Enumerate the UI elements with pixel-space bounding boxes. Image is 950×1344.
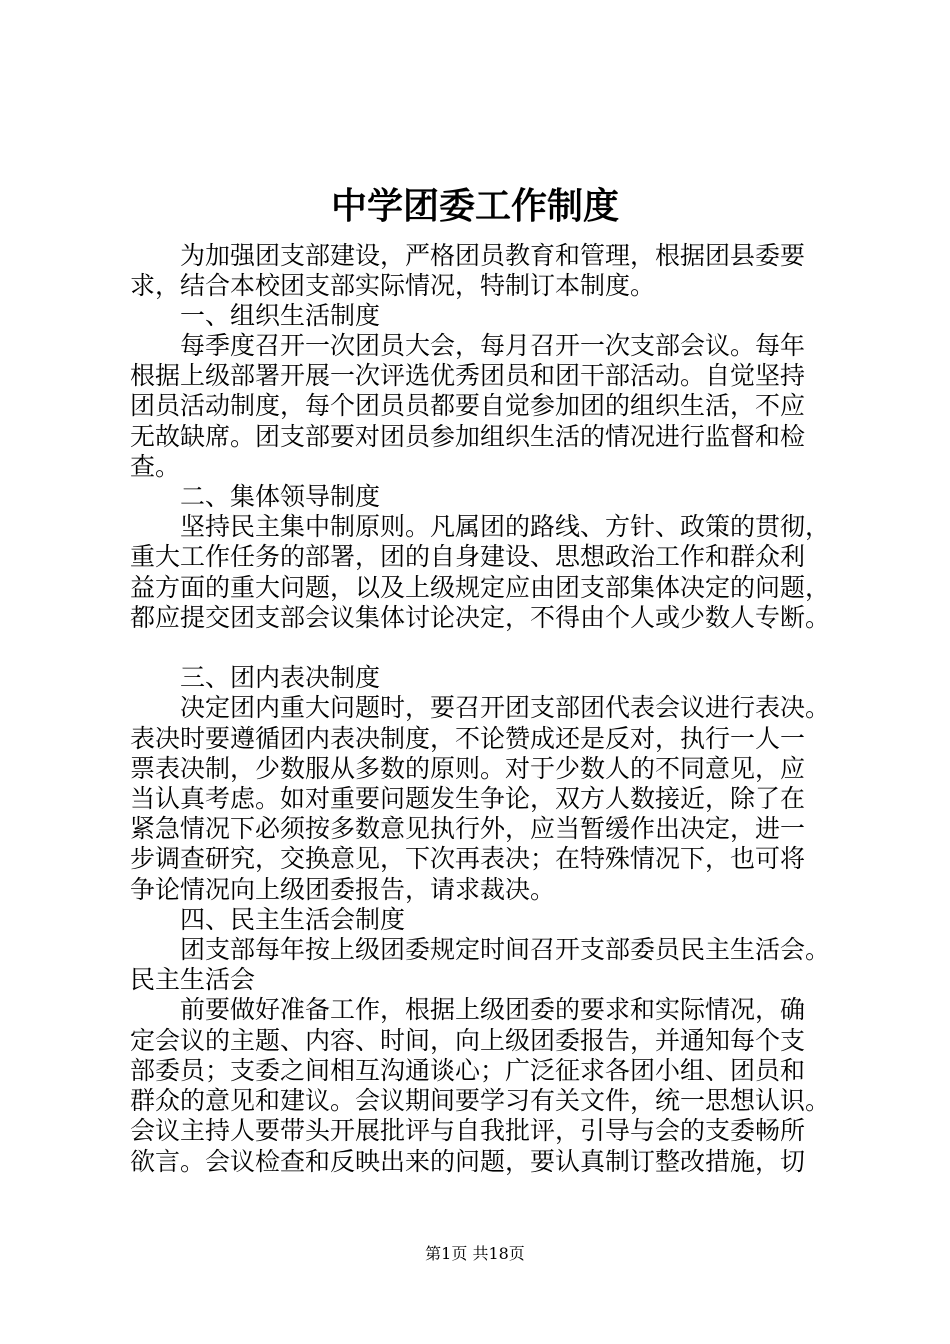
paragraph-line: 前要做好准备工作，根据上级团委的要求和实际情况，确 [180, 995, 806, 1024]
paragraph-line: 都应提交团支部会议集体讨论决定，不得由个人或少数人专断。 [130, 603, 831, 632]
section-heading: 一、组织生活制度 [180, 301, 381, 330]
paragraph-line: 团员活动制度，每个团员员都要自觉参加团的组织生活，不应 [130, 391, 806, 420]
paragraph-line: 部委员；支委之间相互沟通谈心；广泛征求各团小组、团员和 [130, 1056, 806, 1085]
paragraph-line: 查。 [130, 452, 181, 481]
paragraph-line: 益方面的重大问题，以及上级规定应由团支部集体决定的问题， [130, 573, 831, 602]
paragraph-line: 票表决制，少数服从多数的原则。对于少数人的不同意见，应 [130, 754, 806, 783]
paragraph-line: 决定团内重大问题时，要召开团支部团代表会议进行表决。 [180, 693, 831, 722]
paragraph-line: 重大工作任务的部署，团的自身建设、思想政治工作和群众利 [130, 542, 806, 571]
paragraph-line: 紧急情况下必须按多数意见执行外，应当暂缓作出决定，进一 [130, 814, 806, 843]
section-heading: 三、团内表决制度 [180, 663, 381, 692]
paragraph-line: 定会议的主题、内容、时间，向上级团委报告，并通知每个支 [130, 1026, 806, 1055]
paragraph-line: 团支部每年按上级团委规定时间召开支部委员民主生活会。 [180, 935, 831, 964]
document-title: 中学团委工作制度 [330, 185, 619, 227]
paragraph-line: 步调查研究，交换意见，下次再表决；在特殊情况下，也可将 [130, 844, 806, 873]
paragraph-line: 会议主持人要带头开展批评与自我批评，引导与会的支委畅所 [130, 1116, 806, 1145]
page-number: 第1页 共18页 [425, 1244, 525, 1263]
paragraph-line: 根据上级部署开展一次评选优秀团员和团干部活动。自觉坚持 [130, 361, 806, 390]
paragraph-line: 欲言。会议检查和反映出来的问题，要认真制订整改措施，切 [130, 1147, 806, 1176]
paragraph-line: 为加强团支部建设，严格团员教育和管理，根据团县委要 [180, 241, 806, 270]
paragraph-line: 求，结合本校团支部实际情况，特制订本制度。 [130, 271, 656, 300]
paragraph-line: 当认真考虑。如对重要问题发生争论，双方人数接近，除了在 [130, 784, 806, 813]
paragraph-line: 每季度召开一次团员大会，每月召开一次支部会议。每年 [180, 331, 806, 360]
paragraph-line: 民主生活会 [130, 965, 256, 994]
section-heading: 四、民主生活会制度 [180, 905, 406, 934]
paragraph-line: 坚持民主集中制原则。凡属团的路线、方针、政策的贯彻， [180, 512, 831, 541]
paragraph-line: 群众的意见和建议。会议期间要学习有关文件，统一思想认识。 [130, 1086, 831, 1115]
section-heading: 二、集体领导制度 [180, 482, 381, 511]
paragraph-line: 无故缺席。团支部要对团员参加组织生活的情况进行监督和检 [130, 422, 806, 451]
paragraph-line: 表决时要遵循团内表决制度，不论赞成还是反对，执行一人一 [130, 724, 806, 753]
paragraph-line: 争论情况向上级团委报告，请求裁决。 [130, 875, 556, 904]
